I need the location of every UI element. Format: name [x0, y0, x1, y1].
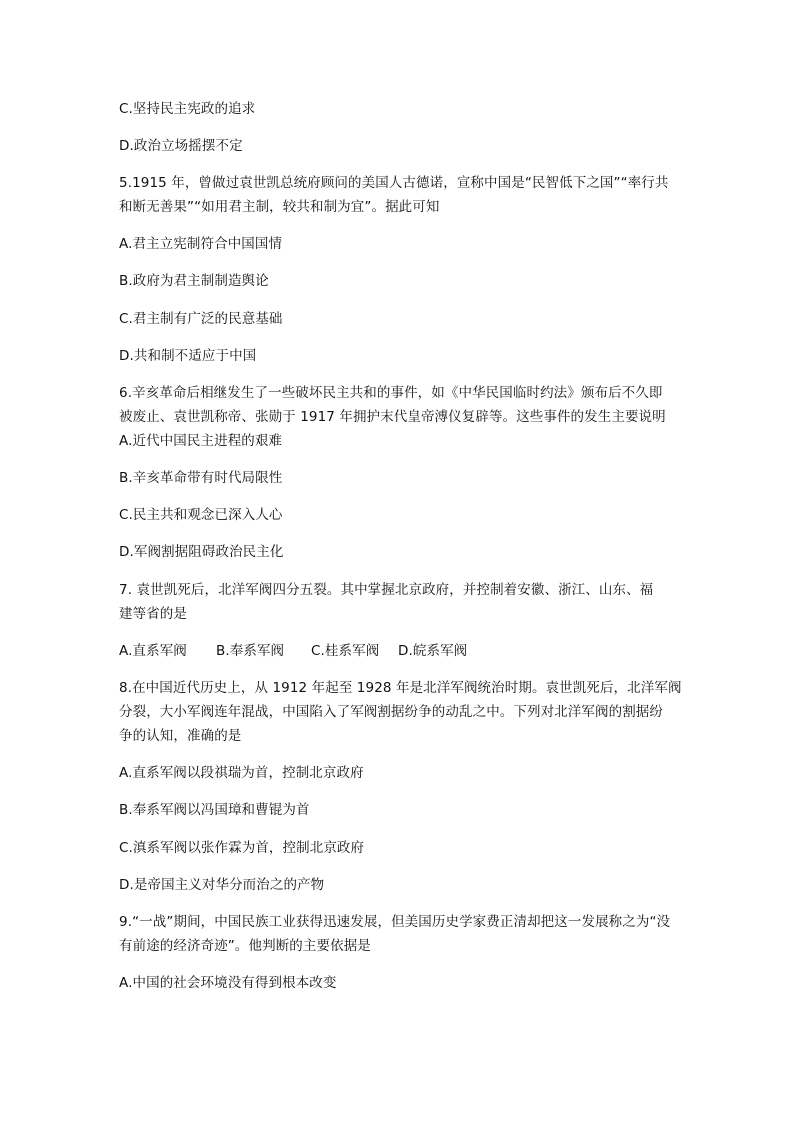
q5-stem-line-1: 5.1915 年，曾做过袁世凯总统府顾问的美国人古德诺，宣称中国是“民智低下之国”“率行共 — [119, 175, 669, 191]
q6-option-d: D.军阀割据阻碍政治民主化 — [119, 544, 284, 560]
q4-option-c: C.坚持民主宪政的追求 — [119, 101, 256, 117]
q8-option-a: A.直系军阀以段祺瑞为首，控制北京政府 — [119, 765, 364, 781]
q5-option-d: D.共和制不适应于中国 — [119, 348, 257, 364]
q8-option-b: B.奉系军阀以冯国璋和曹锟为首 — [119, 802, 310, 818]
q4-option-d: D.政治立场摇摆不定 — [119, 138, 243, 154]
q7-option-b: B.奉系军阀 — [216, 643, 285, 659]
q6-option-c: C.民主共和观念已深入人心 — [119, 507, 283, 523]
q8-stem-line-1: 8.在中国近代历史上，从 1912 年起至 1928 年是北洋军阀统治时期。袁世凯死后，北洋军阀 — [119, 680, 682, 696]
q6-stem-line-1: 6.辛亥革命后相继发生了一些破坏民主共和的事件，如《中华民国临时约法》颁布后不久即 — [119, 385, 663, 401]
q9-stem-line-2: 有前途的经济奇迹”。他判断的主要依据是 — [119, 938, 371, 954]
q6-option-a: A.近代中国民主进程的艰难 — [119, 433, 283, 449]
q8-stem-line-3: 争的认知，准确的是 — [119, 728, 242, 744]
q8-option-d: D.是帝国主义对华分而治之的产物 — [119, 877, 325, 893]
q5-option-c: C.君主制有广泛的民意基础 — [119, 311, 283, 327]
q8-stem-line-2: 分裂，大小军阀连年混战，中国陷入了军阀割据纷争的动乱之中。下列对北洋军阀的割据纷 — [119, 704, 663, 720]
q7-option-a: A.直系军阀 — [119, 643, 187, 659]
q9-stem-line-1: 9.“一战”期间，中国民族工业获得迅速发展，但美国历史学家费正清却把这一发展称之为“没 — [119, 914, 671, 930]
q7-stem-line-1: 7. 袁世凯死后，北洋军阀四分五裂。其中掌握北京政府，并控制着安徽、浙江、山东、福 — [119, 582, 654, 598]
q5-stem-line-2: 和断无善果”“如用君主制，较共和制为宜”。据此可知 — [119, 199, 440, 215]
q9-option-a: A.中国的社会环境没有得到根本改变 — [119, 975, 337, 991]
q7-option-c: C.桂系军阀 — [311, 643, 380, 659]
q7-option-d: D.皖系军阀 — [398, 643, 468, 659]
q7-stem-line-2: 建等省的是 — [119, 606, 187, 622]
q5-option-a: A.君主立宪制符合中国国情 — [119, 236, 283, 252]
q6-option-b: B.辛亥革命带有时代局限性 — [119, 470, 283, 486]
q6-stem-line-2: 被废止、袁世凯称帝、张勋于 1917 年拥护末代皇帝溥仪复辟等。这些事件的发生主要说明 — [119, 409, 666, 425]
q8-option-c: C.滇系军阀以张作霖为首，控制北京政府 — [119, 840, 365, 856]
q5-option-b: B.政府为君主制制造舆论 — [119, 273, 269, 289]
q7-options — [119, 641, 467, 661]
